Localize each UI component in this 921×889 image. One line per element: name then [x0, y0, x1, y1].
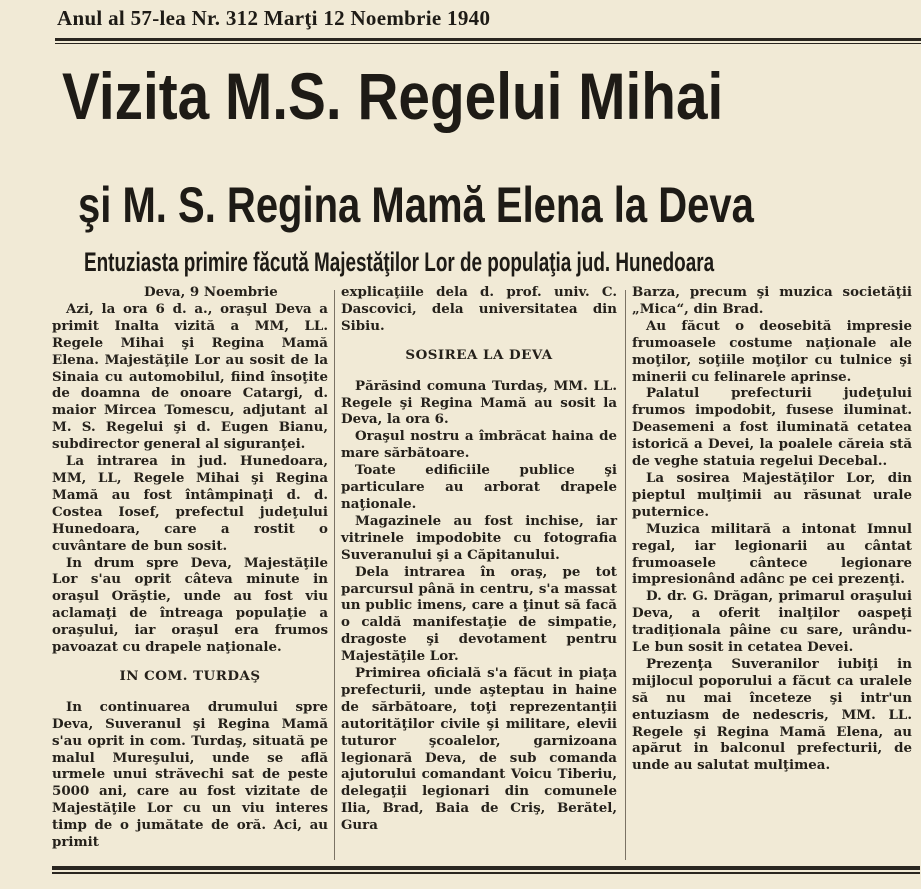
- dateline: Deva, 9 Noembrie: [144, 284, 278, 300]
- top-rule: [55, 38, 921, 41]
- section-heading-turdas: IN COM. TURDAŞ: [119, 667, 261, 684]
- column-divider: [625, 290, 626, 860]
- bottom-rule: [52, 866, 920, 870]
- paragraph: Toate edificiile publice şi particulare au arborat drapele naţionale.: [341, 462, 617, 512]
- article-column-2: [341, 284, 617, 834]
- article-column-1: [52, 284, 328, 851]
- bottom-rule-thin: [52, 872, 920, 874]
- paragraph: Au făcut o deosebită impresie frumoasele costume naţionale ale moţilor, soţiile moţilor cu tulnice şi minerii cu felinarele aprinse.: [632, 317, 912, 385]
- section-heading-sosirea: SOSIREA LA DEVA: [405, 346, 553, 363]
- paragraph: Prezenţa Suveranilor iubiţi in mijlocul poporului a făcut ca uralele să nu mai înceteze şi intr'un entuziasm de nedescris, MM. LL. Regele şi Regina Mamă Elena, au apărut in balconul prefecturii, de unde au salutat mulţimea.: [632, 655, 912, 774]
- paragraph: La intrarea in jud. Hunedoara, MM, LL, Regele Mihai şi Regina Mamă au fost întâmpinaţi d. d. Costea Iosef, prefectul judeţului Hunedoara, care a rostit o cuvântare de bun sosit.: [52, 453, 328, 554]
- top-rule-thin: [55, 43, 921, 44]
- headline-line-1: Vizita M.S. Regelui Mihai: [62, 59, 724, 133]
- paragraph: In continuarea drumului spre Deva, Suveranul şi Regina Mamă s'au oprit in com. Turdaş, situată pe malul Mureşului, unde se află urmele unui străvechi sat de peste 5000 ani, care au fost vizitate de Majestăţile Lor cu un viu interes timp de o jumătate de oră. Aci, au primit: [52, 698, 328, 851]
- paragraph: Oraşul nostru a îmbrăcat haina de mare sărbătoare.: [341, 428, 617, 462]
- paragraph-continued: Barza, precum şi muzica societăţii „Mica“, din Brad.: [632, 284, 912, 317]
- subheadline: Entuziasta primire făcută Majestăţilor Lor de populaţia jud. Hunedoara: [84, 247, 715, 277]
- paragraph: Palatul prefecturii judeţului frumos impodobit, fusese iluminat. Deasemeni a fost iluminată cetatea istorică a Devei, la poalele căreia stă de veghe statuia regelui Decebal..: [632, 385, 912, 470]
- paragraph: Magazinele au fost inchise, iar vitrinele impodobite cu fotografia Suveranului şi a Căpitanului.: [341, 512, 617, 563]
- paragraph: Primirea oficială s'a făcut in piaţa prefecturii, unde aşteptau in haine de sărbătoare, toţi reprezentanţii autorităţilor civile şi militare, elevii tuturor şcoalelor, garnizoana legionară Deva, de sub comanda ajutorului comandant Voicu Tiberiu, delegaţii legionari din comunele Ilia, Brad, Baia de Criş, Berătel, Gura: [341, 665, 617, 834]
- headline-line-2: şi M. S. Regina Mamă Elena la Deva: [78, 177, 754, 233]
- paragraph: Dela intrarea în oraş, pe tot parcursul până in centru, s'a massat un public imens, care a ţinut să facă o caldă manifestaţie de simpatie, dragoste şi devotament pentru Majestăţile Lor.: [341, 563, 617, 665]
- masthead-line: Anul al 57-lea Nr. 312 Marţi 12 Noembrie 1940: [57, 6, 491, 30]
- paragraph: La sosirea Majestăţilor Lor, din pieptul mulţimii au răsunat urale puternice.: [632, 469, 912, 520]
- paragraph: D. dr. G. Drăgan, primarul oraşului Deva, a oferit inalţilor oaspeţi tradiţionala pâine cu sare, urându-Le bun sosit in cetatea Devei.: [632, 588, 912, 656]
- column-divider: [334, 290, 335, 860]
- paragraph: In drum spre Deva, Majestăţile Lor s'au oprit câteva minute in oraşul Orăştie, unde au fost viu aclamaţi de întreaga populaţie a oraşului, iar oraşul era frumos pavoazat cu drapele naţionale.: [52, 554, 328, 656]
- paragraph: Azi, la ora 6 d. a., oraşul Deva a primit Inalta vizită a MM, LL. Regele Mihai şi Regina Mamă Elena. Majestăţile Lor au sosit de la Sinaia cu automobilul, fiind însoţite de doamna de onoare Catargi, d. maior Mircea Tomescu, adjutant al M. S. Regelui şi d. Eugen Bianu, subdirector general al siguranţei.: [52, 300, 328, 453]
- paragraph: Părăsind comuna Turdaş, MM. LL. Regele şi Regina Mamă au sosit la Deva, la ora 6.: [341, 377, 617, 428]
- paragraph-continued: explicaţiile dela d. prof. univ. C. Dascovici, dela universitatea din Sibiu.: [341, 284, 617, 334]
- article-column-3: [632, 284, 912, 774]
- paragraph: Muzica militară a intonat Imnul regal, iar legionarii au cântat frumoasele cântece legionare impresionând adânc pe cei prezenţi.: [632, 520, 912, 588]
